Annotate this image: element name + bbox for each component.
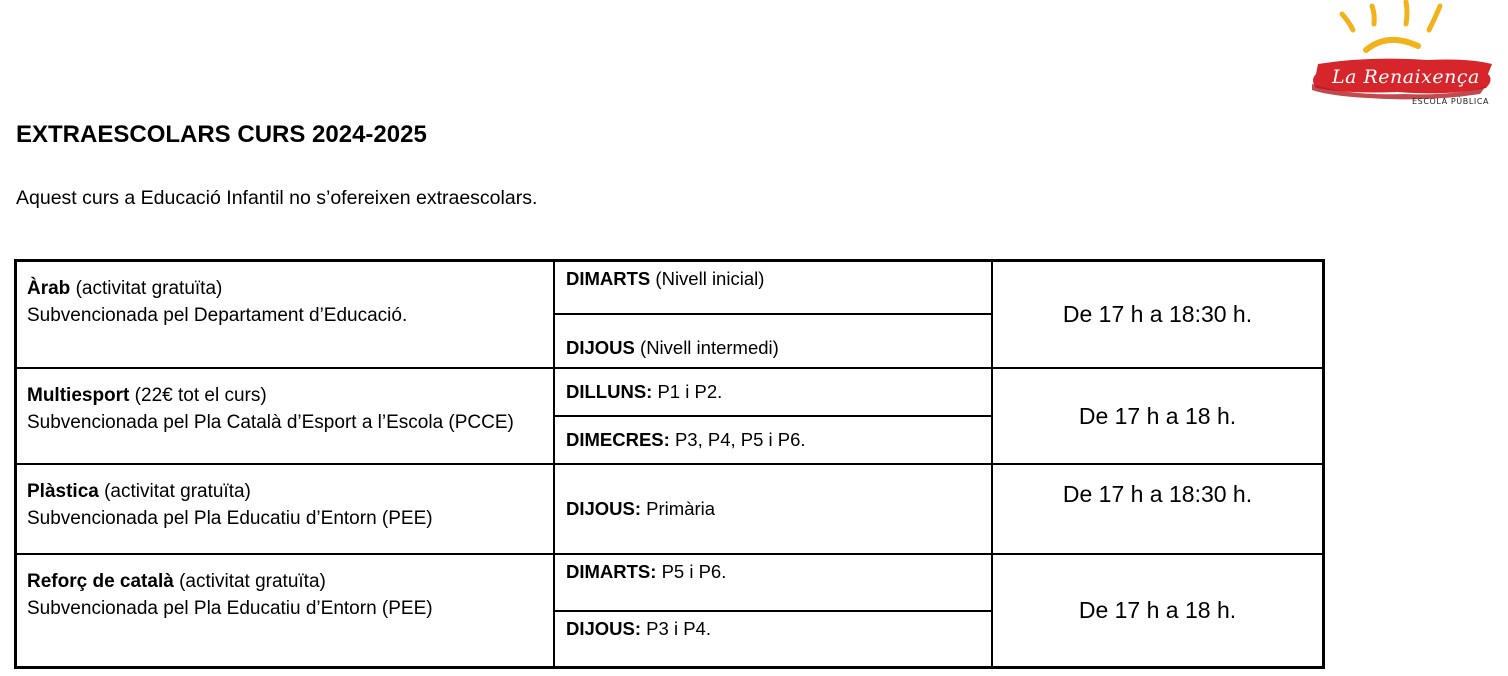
activity-cell [17,262,555,369]
activity-subsidy: Subvencionada pel Departament d’Educació. [27,305,408,326]
day-detail: (Nivell inicial) [650,268,765,289]
activity-subsidy: Subvencionada pel Pla Català d’Esport a l’Escola (PCCE) [27,412,514,433]
day-detail: P5 i P6. [656,561,727,582]
activity-name: Multiesport [27,385,130,406]
activity-note: (22€ tot el curs) [129,385,267,406]
activity-note: (activitat gratuïta) [98,481,251,502]
page-title: EXTRAESCOLARS CURS 2024-2025 [16,121,427,148]
time-cell: De 17 h a 18:30 h. [993,465,1322,555]
activities-table [14,259,1325,669]
day-detail: P3, P4, P5 i P6. [669,429,806,450]
time-cell: De 17 h a 18:30 h. [993,262,1322,369]
activity-name: Plàstica [27,481,99,502]
time-cell: De 17 h a 18 h. [993,369,1322,465]
activity-name: Àrab [27,278,71,299]
activity-subsidy: Subvencionada pel Pla Educatiu d’Entorn (PEE) [27,598,433,619]
day-detail: P1 i P2. [652,381,723,402]
day-name: DIJOUS: [566,617,642,639]
day-name: DIJOUS: [566,498,642,519]
day-detail: Primària [641,498,716,519]
day-detail: P3 i P4. [641,617,711,639]
schedule-day [555,555,991,610]
schedule-cell [555,465,993,555]
activity-cell [17,465,555,555]
schedule-day [555,369,991,415]
day-detail: (Nivell intermedi) [634,337,779,358]
activity-heading [27,382,553,409]
activity-heading [27,478,553,505]
schedule-day [555,465,991,553]
time-cell: De 17 h a 18 h. [1078,597,1237,623]
activity-name: Reforç de català [27,571,174,592]
schedule-cell [555,262,993,369]
activity-cell [17,369,555,465]
activity-note: (activitat gratuïta) [70,278,223,299]
activity-note: (activitat gratuïta) [173,571,326,592]
schedule-day [555,313,991,368]
activity-subsidy: Subvencionada pel Pla Educatiu d’Entorn (PEE) [27,508,433,529]
schedule-cell [555,555,993,666]
activity-heading [27,275,553,302]
schedule-day [555,415,991,463]
sun-logo-icon [1308,0,1498,110]
day-name: DIMARTS [566,268,651,289]
day-name: DIMARTS: [566,561,657,582]
schedule-cell [555,369,993,465]
day-name: DIMECRES: [566,429,670,450]
intro-text: Aquest curs a Educació Infantil no s’ofereixen extraescolars. [16,187,538,209]
school-logo [1308,0,1498,110]
activity-cell [17,555,555,666]
day-name: DILLUNS: [566,381,653,402]
schedule-day [555,610,991,667]
activity-heading [27,568,553,595]
schedule-day [555,262,991,313]
logo-subtitle: ESCOLA PÚBLICA [1412,97,1490,106]
day-name: DIJOUS [566,337,635,358]
logo-name: La Renaixença [1332,66,1480,88]
